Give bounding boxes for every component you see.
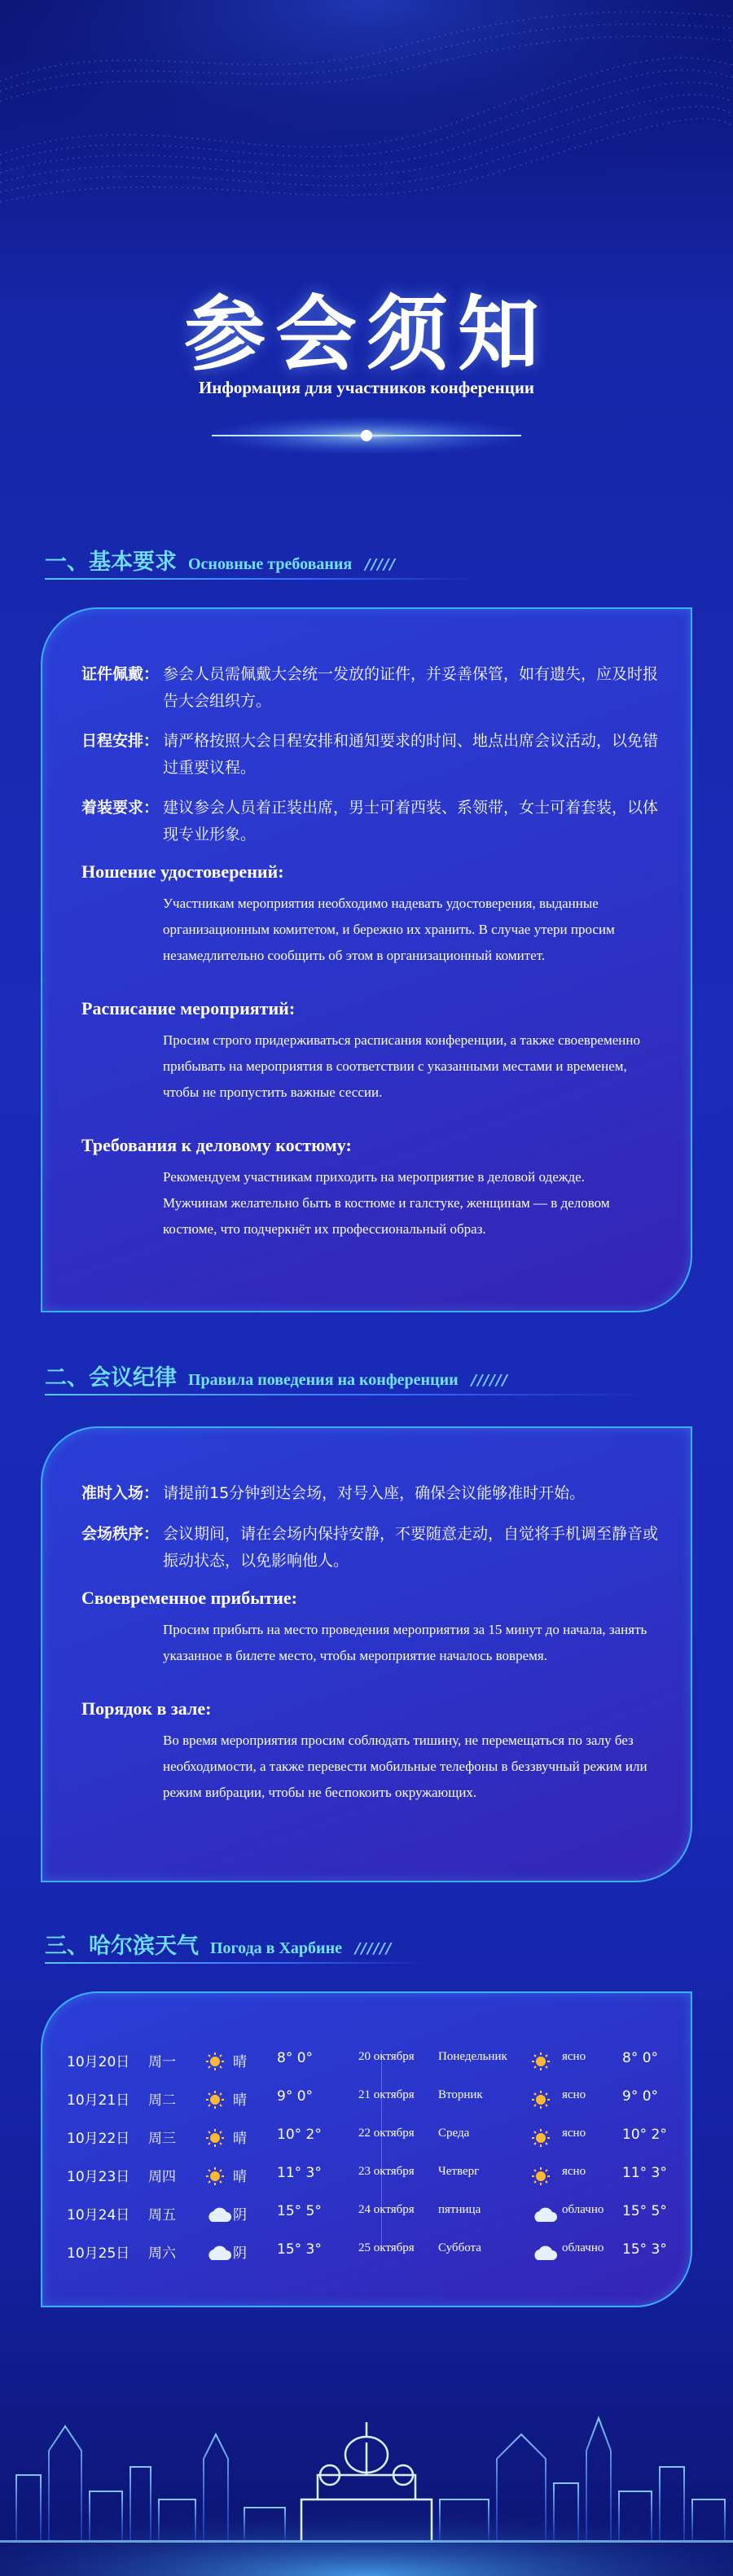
weather-condition-ru: ясно: [562, 2165, 586, 2178]
section3-underline: [45, 1962, 428, 1964]
weather-condition-ru: ясно: [562, 2127, 586, 2140]
cn-item-text: 建议参会人员着正装出席，男士可着西装、系领带，女士可着套装，以体现专业形象。: [163, 799, 659, 843]
sun-icon: [205, 2052, 225, 2071]
weather-condition-cn: 晴: [233, 2054, 247, 2070]
weather-day-cn: 周二: [148, 2092, 176, 2109]
weather-temp-cn: 9° 0°: [277, 2088, 314, 2105]
page-title: 参会须知: [184, 287, 549, 382]
sun-icon: [205, 2090, 225, 2109]
weather-temp-ru: 15° 3°: [622, 2241, 667, 2258]
hero-banner: [0, 0, 733, 488]
ru-item-label: Порядок в зале:: [81, 1698, 212, 1719]
cn-item-text: 参会人员需佩戴大会统一发放的证件，并妥善保管，如有遗失，应及时报告大会组织方。: [163, 665, 659, 710]
weather-row: [42, 2088, 694, 2113]
section1-slash-decoration: /////: [365, 556, 397, 573]
weather-day-cn: 周六: [148, 2245, 176, 2262]
sun-icon: [205, 2166, 225, 2186]
weather-condition-cn: 晴: [233, 2092, 247, 2109]
section1-header: [45, 544, 396, 576]
weather-day-ru: пятница: [438, 2203, 481, 2216]
weather-condition-ru: облачно: [562, 2241, 604, 2254]
weather-day-cn: 周四: [148, 2169, 176, 2185]
weather-temp-cn: 10° 2°: [277, 2127, 322, 2143]
weather-card: [41, 1991, 692, 2307]
cn-item-text: 会议期间，请在会场内保持安静，不要随意走动，自觉将手机调至静音或振动状态，以免影响他人。: [163, 1525, 659, 1570]
page-subtitle: Информация для участников конференции: [198, 378, 535, 397]
weather-day-cn: 周五: [148, 2207, 176, 2223]
ru-item-text: Просим строго придерживаться расписания конференции, а также своевременно прибывать на мероприятия в соответствии с указанными местами и временем, чтобы не пропустить важные сессии.: [163, 1032, 640, 1100]
weather-temp-ru: 11° 3°: [622, 2165, 667, 2181]
ru-item-text: Просим прибыть на место проведения мероприятия за 15 минут до начала, занять указанное в билете место, чтобы мероприятие началось вовремя.: [163, 1622, 647, 1663]
particle-wave-decoration: [0, 0, 733, 293]
weather-condition-cn: 晴: [233, 2169, 247, 2185]
sun-icon: [531, 2052, 551, 2071]
weather-date-ru: 25 октября: [358, 2241, 415, 2254]
weather-day-ru: Вторник: [438, 2088, 483, 2101]
weather-temp-cn: 11° 3°: [277, 2165, 322, 2181]
section1-card: [41, 607, 692, 1312]
weather-row: [42, 2165, 694, 2189]
weather-row: [42, 2050, 694, 2074]
weather-day-ru: Суббота: [438, 2241, 481, 2254]
section1-title-cn: 一、基本要求: [45, 550, 177, 575]
weather-date-ru: 20 октября: [358, 2050, 415, 2063]
section3-slash-decoration: //////: [354, 1940, 393, 1957]
weather-date-cn: 10月24日: [67, 2207, 130, 2223]
weather-row: [42, 2241, 694, 2266]
ru-item-label: Своевременное прибытие:: [81, 1588, 297, 1608]
weather-temp-ru: 10° 2°: [622, 2127, 667, 2143]
ru-item-text: Рекомендуем участникам приходить на мероприятие в деловой одежде. Мужчинам желательно быть в костюме и галстуке, женщинам — в деловом костюме, что подчеркнёт их профессиональный образ.: [163, 1169, 610, 1237]
cn-item-dress-code: [81, 795, 660, 848]
ru-item-label: Требования к деловому костюму:: [81, 1135, 352, 1155]
section3-header: [45, 1928, 392, 1960]
section2-card: [41, 1426, 692, 1882]
cloud-icon: [531, 2206, 557, 2223]
city-skyline-decoration: [0, 2377, 733, 2576]
weather-date-cn: 10月23日: [67, 2169, 130, 2185]
cn-item-label: 证件佩戴：: [81, 665, 160, 683]
ru-item-text: Во время мероприятия просим соблюдать тишину, не перемещаться по залу без необходимости, а также перевести мобильные телефоны в беззвучный режим или режим вибрации, чтобы не беспокоить окружающих.: [163, 1733, 647, 1800]
section2-underline: [45, 1394, 643, 1395]
weather-date-cn: 10月20日: [67, 2054, 130, 2070]
weather-row: [42, 2203, 694, 2228]
cloud-icon: [205, 2244, 231, 2262]
weather-day-ru: Четверг: [438, 2165, 480, 2178]
weather-condition-cn: 晴: [233, 2131, 247, 2147]
weather-condition-ru: ясно: [562, 2050, 586, 2063]
weather-day-ru: Среда: [438, 2127, 470, 2140]
cn-item-schedule: [81, 728, 660, 782]
section3-title-ru: Погода в Харбине: [210, 1939, 342, 1957]
ru-item-label: Расписание мероприятий:: [81, 998, 296, 1019]
weather-day-cn: 周一: [148, 2054, 176, 2070]
section2-title-ru: Правила поведения на конференции: [188, 1371, 459, 1389]
cn-item-text: 请严格按照大会日程安排和通知要求的时间、地点出席会议活动，以免错过重要议程。: [163, 732, 659, 777]
weather-date-ru: 22 октября: [358, 2127, 415, 2140]
cloud-icon: [531, 2244, 557, 2262]
weather-row: [42, 2127, 694, 2151]
sun-icon: [531, 2128, 551, 2148]
sun-icon: [205, 2128, 225, 2148]
cn-item-arrival: [81, 1480, 660, 1507]
cn-item-label: 着装要求：: [81, 799, 160, 817]
weather-temp-ru: 15° 5°: [622, 2203, 667, 2219]
weather-date-ru: 23 октября: [358, 2165, 415, 2178]
sun-icon: [531, 2090, 551, 2109]
cn-item-text: 请提前15分钟到达会场，对号入座，确保会议能够准时开始。: [163, 1484, 586, 1502]
cn-item-order: [81, 1521, 660, 1575]
cn-item-label: 会场秩序：: [81, 1525, 160, 1543]
weather-date-cn: 10月21日: [67, 2092, 130, 2109]
section3-title-cn: 三、哈尔滨天气: [45, 1934, 199, 1959]
weather-date-ru: 21 октября: [358, 2088, 415, 2101]
weather-condition-ru: ясно: [562, 2088, 586, 2101]
ru-item-label: Ношение удостоверений:: [81, 861, 284, 882]
weather-temp-ru: 8° 0°: [622, 2050, 659, 2066]
weather-date-cn: 10月25日: [67, 2245, 130, 2262]
cn-item-label: 日程安排：: [81, 732, 160, 750]
weather-day-cn: 周三: [148, 2131, 176, 2147]
section2-slash-decoration: //////: [471, 1372, 509, 1389]
cn-item-label: 准时入场：: [81, 1484, 160, 1502]
section2-header: [45, 1360, 508, 1392]
section2-title-cn: 二、会议纪律: [45, 1365, 177, 1391]
weather-date-cn: 10月22日: [67, 2131, 130, 2147]
weather-condition-cn: 阴: [233, 2245, 247, 2262]
sun-icon: [531, 2166, 551, 2186]
cloud-icon: [205, 2206, 231, 2223]
weather-condition-cn: 阴: [233, 2207, 247, 2223]
weather-temp-cn: 8° 0°: [277, 2050, 314, 2066]
section1-underline: [45, 578, 476, 580]
weather-day-ru: Понедельник: [438, 2050, 507, 2063]
section1-title-ru: Основные требования: [188, 555, 353, 573]
weather-date-ru: 24 октября: [358, 2203, 415, 2216]
weather-temp-cn: 15° 5°: [277, 2203, 322, 2219]
cn-item-id-badge: [81, 661, 660, 715]
weather-temp-ru: 9° 0°: [622, 2088, 659, 2105]
weather-temp-cn: 15° 3°: [277, 2241, 322, 2258]
weather-condition-ru: облачно: [562, 2203, 604, 2216]
ru-item-text: Участникам мероприятия необходимо надевать удостоверения, выданные организационным комитетом, и бережно их хранить. В случае утери просим незамедлительно сообщить об этом в организационный комитет.: [163, 896, 615, 963]
light-flare-decoration: [204, 403, 529, 468]
